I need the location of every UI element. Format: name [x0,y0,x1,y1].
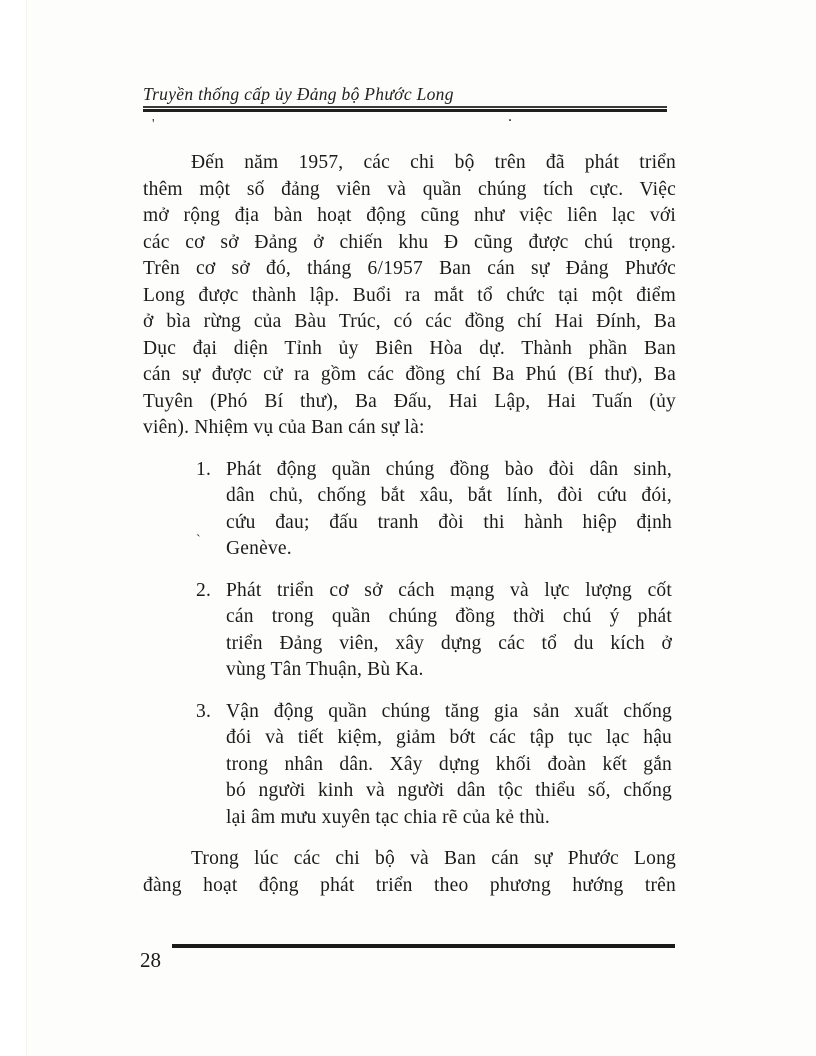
page-number: 28 [140,948,161,972]
text-line: triển Đảng viên, xây dựng các tổ du kích ở [226,632,672,654]
page-body [143,150,676,914]
text-line: Phát động quần chúng đồng bào đòi dân sinh, [226,458,672,480]
text-line: Vận động quần chúng tăng gia sản xuất chống [226,700,672,722]
text-line: dân chủ, chống bắt xâu, bắt lính, đòi cứu đói, [226,485,672,506]
text-line: bó người kinh và người dân tộc thiểu số, chống [226,780,672,801]
paragraph [143,846,676,899]
text-line: Long được thành lập. Buổi ra mắt tổ chức tại một điểm [143,284,676,306]
paragraph [143,150,676,442]
text-line: Dục đại diện Tỉnh ủy Biên Hòa dự. Thành phần Ban [143,337,676,359]
scan-artifact: ` [196,533,201,548]
text-line: cán sự được cử ra gồm các đồng chí Ba Phú (Bí thư), Ba [143,364,676,385]
text-line: đói và tiết kiệm, giảm bớt các tập tục lạc hậu [226,727,672,748]
text-line: lại âm mưu xuyên tạc chia rẽ của kẻ thù. [226,806,550,828]
header-rule-thin [143,106,667,108]
scan-artifact: . [508,108,512,125]
text-line: trong nhân dân. Xây dựng khối đoàn kết gắn [226,753,672,775]
list-item [143,457,676,563]
list-item-number: 2. [196,579,212,601]
running-header-title: Truyền thống cấp ủy Đảng bộ Phước Long [143,84,454,104]
text-line: Tuyên (Phó Bí thư), Ba Đấu, Hai Lập, Hai Tuấn (ủy [143,390,676,412]
list-item-number: 1. [196,458,212,480]
text-line: ở bìa rừng của Bàu Trúc, có các đồng chí Hai Đính, Ba [143,311,676,332]
text-line: vùng Tân Thuận, Bù Ka. [226,659,424,680]
text-line: đàng hoạt động phát triển theo phương hướng trên [143,874,676,896]
footer-rule [172,944,675,948]
scan-artifact: ' [152,117,155,132]
list-item-number: 3. [196,700,212,722]
text-line: cứu đau; đấu tranh đòi thi hành hiệp định [226,511,672,533]
text-line: cán trong quần chúng đồng thời chú ý phát [226,606,672,627]
text-line: các cơ sở Đảng ở chiến khu Đ cũng được chú trọng. [143,231,676,253]
text-line: viên). Nhiệm vụ của Ban cán sự là: [143,417,425,438]
text-line: Trên cơ sở đó, tháng 6/1957 Ban cán sự Đảng Phước [143,258,676,279]
page-edge [0,0,27,1056]
text-line: thêm một số đảng viên và quần chúng tích cực. Việc [143,178,676,200]
text-line: Trong lúc các chi bộ và Ban cán sự Phước Long [191,848,676,869]
list-item [143,578,676,684]
text-line: Genève. [226,538,292,559]
text-line: Đến năm 1957, các chi bộ trên đã phát triển [191,152,676,173]
list-item [143,699,676,832]
header-rule-thick [143,109,667,112]
text-line: mở rộng địa bàn hoạt động cũng như việc liên lạc với [143,205,676,226]
text-line: Phát triển cơ sở cách mạng và lực lượng cốt [226,579,672,601]
